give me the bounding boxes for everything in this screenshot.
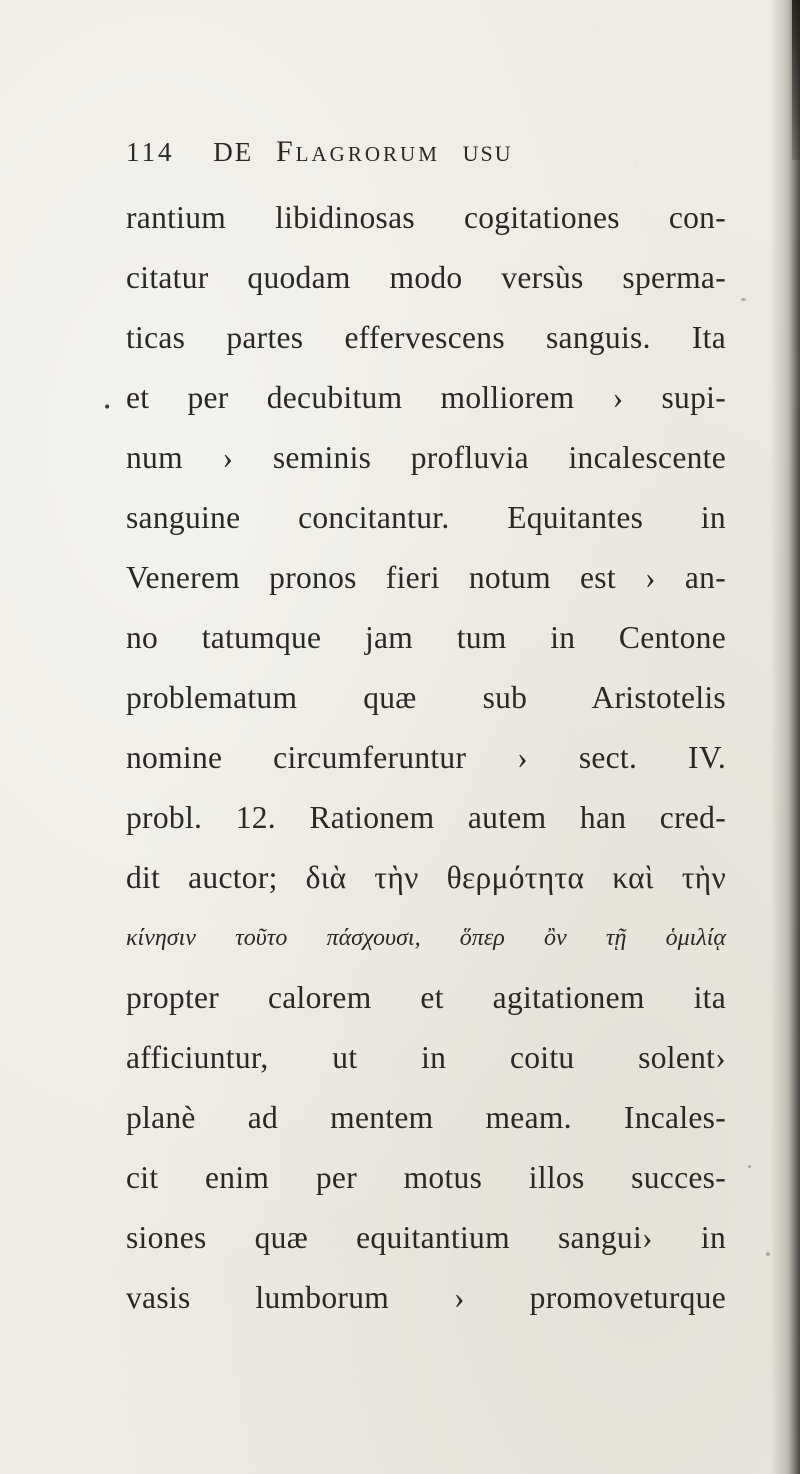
page-number: 114	[126, 137, 175, 167]
text-line-greek: κίνησιν τοῦτο πάσχουσι, ὅπερ ὂν τῇ ὁμιλίᾳ	[126, 925, 726, 951]
paper-speck	[766, 1252, 770, 1256]
paper-speck	[748, 1165, 751, 1168]
paper-speck	[741, 298, 746, 301]
text-line: vasis lumborum › promoveturque	[126, 1280, 726, 1315]
text-line: problematum quæ sub Aristotelis	[126, 680, 726, 715]
text-line: afficiuntur, ut in coitu solent›	[126, 1040, 726, 1075]
text-line: citatur quodam modo versùs sperma-	[126, 260, 726, 295]
text-line: planè ad mentem meam. Incales-	[126, 1100, 726, 1135]
text-line: no tatumque jam tum in Centone	[126, 620, 726, 655]
text-line: dit auctor; διὰ τὴν θερμότητα καὶ τὴν	[126, 860, 726, 895]
text-line: rantium libidinosas cogitationes con-	[126, 200, 726, 235]
text-line: num › seminis profluvia incalescente	[126, 440, 726, 475]
margin-mark: •	[103, 400, 112, 416]
body-text	[126, 188, 726, 1328]
text-line: cit enim per motus illos succes-	[126, 1160, 726, 1195]
running-head-usu: USU	[462, 141, 513, 166]
page-edge-shadow	[770, 0, 800, 1474]
running-head	[126, 130, 686, 174]
running-head-de: DE	[213, 137, 254, 167]
text-line: ticas partes effervescens sanguis. Ita	[126, 320, 726, 355]
text-line: sanguine concitantur. Equitantes in	[126, 500, 726, 535]
text-line: et per decubitum molliorem › supi-	[126, 380, 726, 415]
running-head-title: Flagrorum	[276, 135, 440, 168]
text-line: Venerem pronos fieri notum est › an-	[126, 560, 726, 595]
text-line: siones quæ equitantium sangui› in	[126, 1220, 726, 1255]
text-line: propter calorem et agitationem ita	[126, 980, 726, 1015]
text-line: nomine circumferuntur › sect. IV.	[126, 740, 726, 775]
binding-edge	[792, 0, 800, 160]
text-line: probl. 12. Rationem autem han cred-	[126, 800, 726, 835]
